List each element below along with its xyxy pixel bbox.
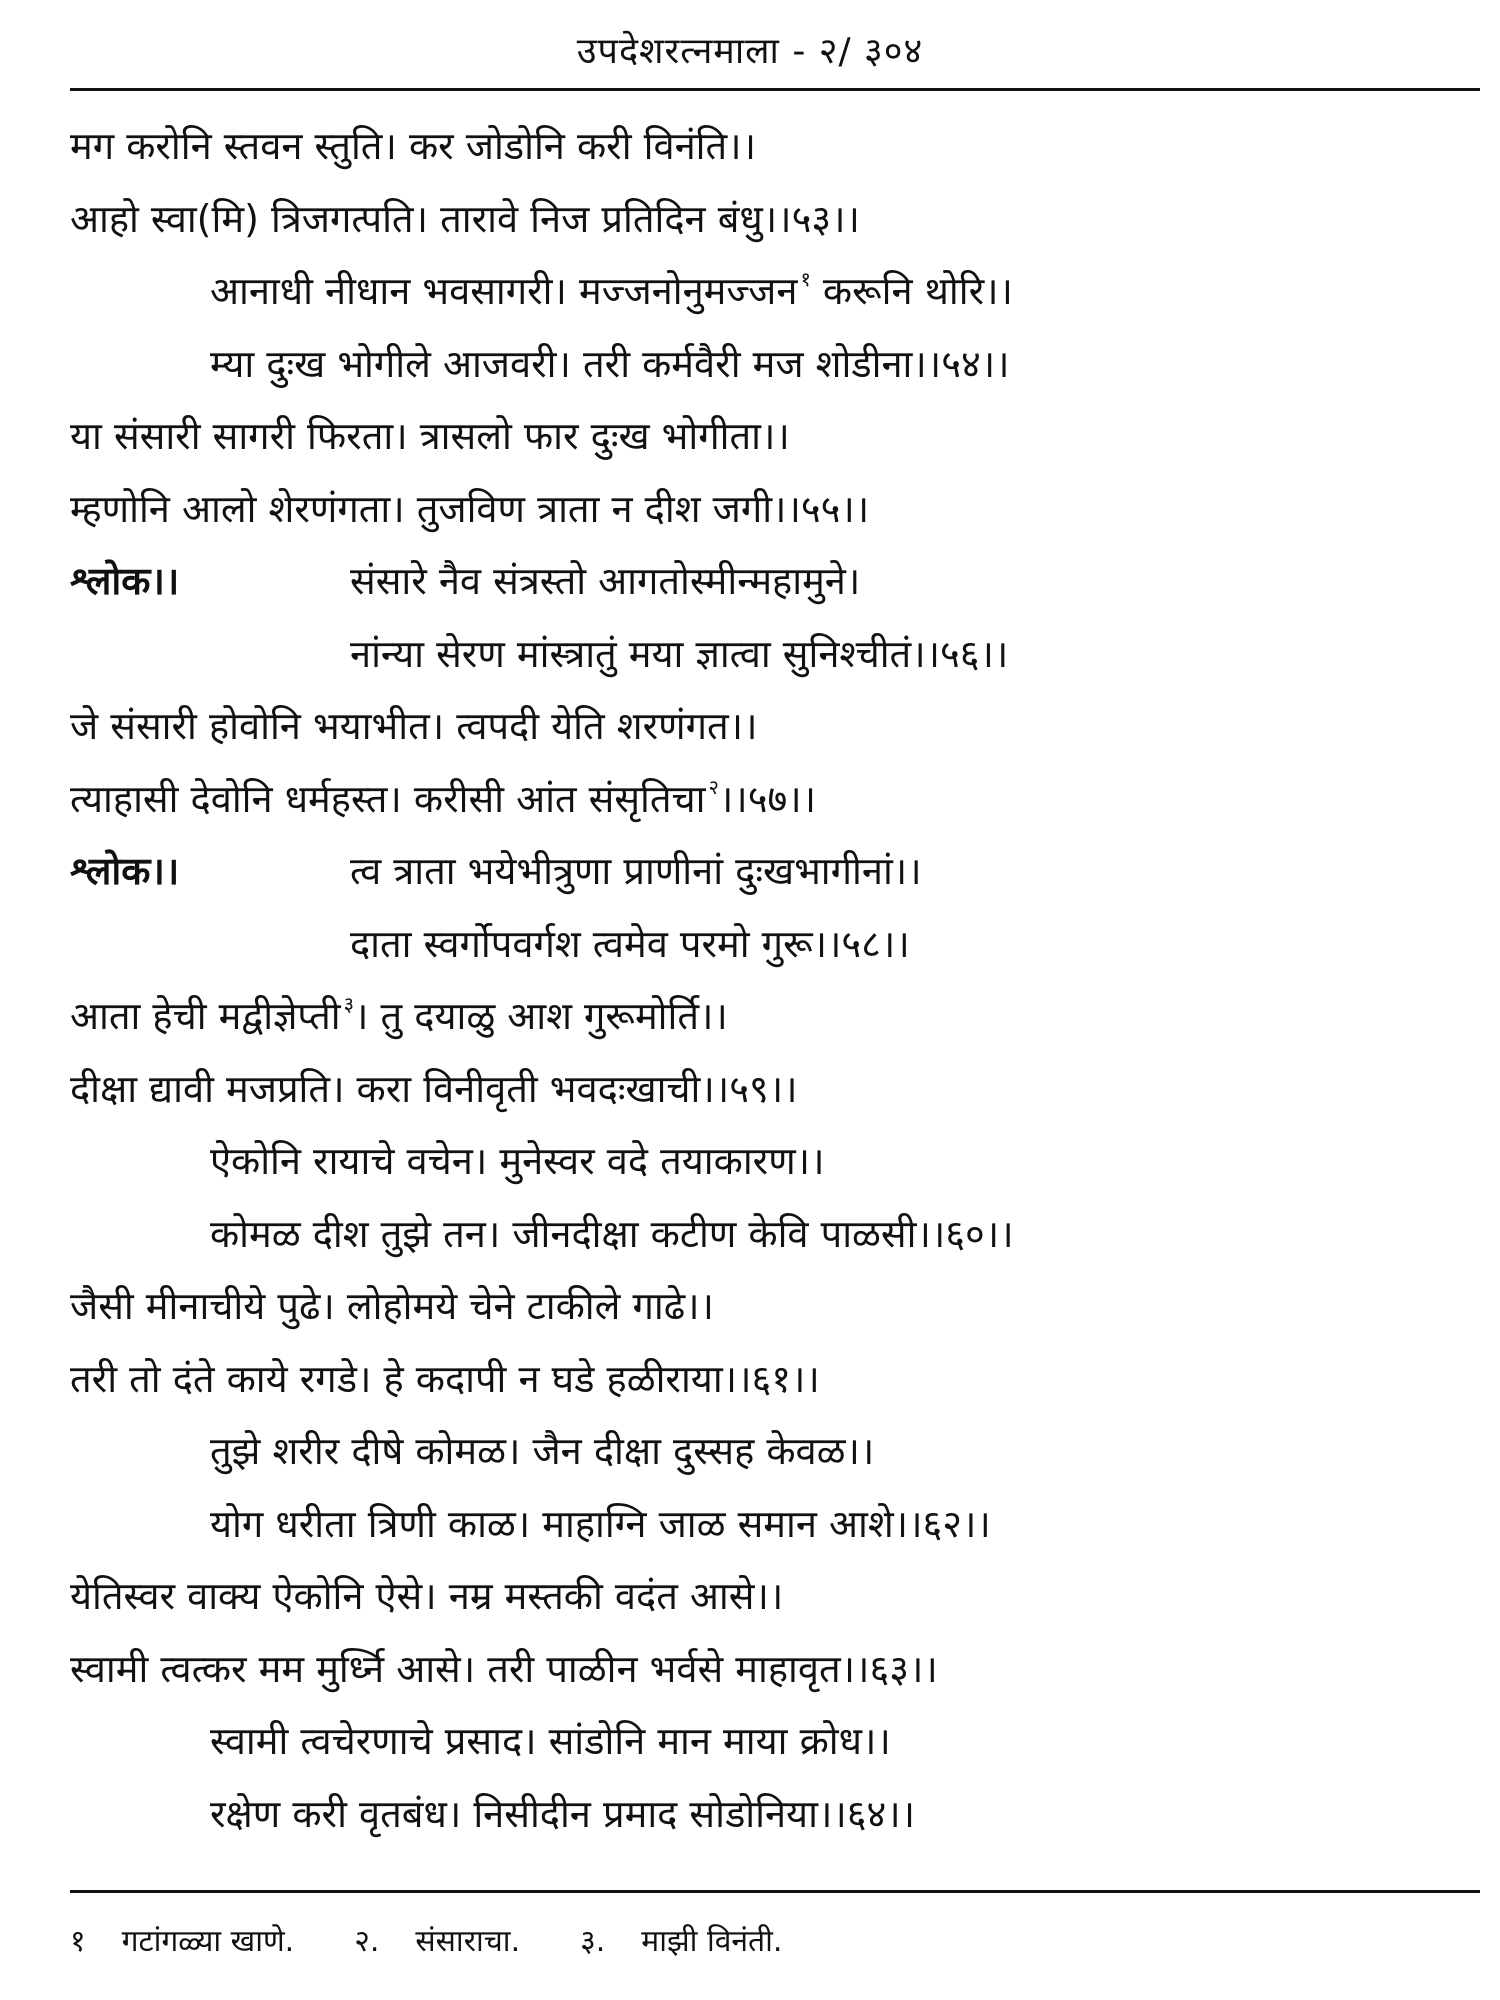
verse-line [70, 255, 1480, 328]
verse-line [70, 690, 1480, 763]
verse-line [70, 473, 1480, 546]
footnote [70, 1920, 294, 1964]
verse-text: त्व त्राता भयेभीत्रुणा प्राणीनां दुःखभागीनां।। [350, 849, 922, 893]
footnote-text: संसाराचा. [415, 1924, 521, 1959]
verse-text: कोमळ दीश तुझे तन। जीनदीक्षा कटीण केवि पाळसी।।६०।। [210, 1211, 1014, 1256]
verse-text: आहो स्वा(मि) त्रिजगत्पति। तारावे निज प्रतिदिन बंधु।।५३।। [70, 196, 860, 241]
verse-text: आनाधी नीधान भवसागरी। मज्जनोनुमज्जन [210, 269, 798, 313]
verse-line [70, 1270, 1480, 1343]
verse-text: म्या दुःख भोगीले आजवरी। तरी कर्मवैरी मज शोडीना।।५४।। [210, 341, 1010, 386]
verse-line [70, 1778, 1480, 1851]
footnote [580, 1920, 782, 1964]
verse-text: या संसारी सागरी फिरता। त्रासलो फार दुःख भोगीता।। [70, 414, 790, 458]
footnote-text: माझी विनंती. [641, 1924, 783, 1959]
footnote-number: १ [70, 1924, 86, 1959]
verse-line [70, 618, 1480, 691]
verse-line [70, 1560, 1480, 1633]
footnotes [70, 1920, 1480, 1964]
verse-line [70, 1633, 1480, 1706]
verse-line [70, 980, 1480, 1053]
verse-line [70, 1488, 1480, 1561]
verse-line [70, 908, 1480, 981]
verse-text-tail: ।।५७।। [718, 776, 817, 821]
footnote-rule [70, 1890, 1480, 1893]
verse-line [70, 763, 1480, 836]
verse-text-tail: । तु दयाळु आश गुरूमोर्ति।। [354, 994, 728, 1038]
verse-text: ऐकोनि रायाचे वचेन। मुनेस्वर वदे तयाकारण।। [210, 1139, 825, 1183]
verse-body [70, 110, 1480, 1850]
verse-text: संसारे नैव संत्रस्तो आगतोस्मीन्महामुने। [350, 559, 861, 603]
verse-line [70, 400, 1480, 473]
verse-line [70, 183, 1480, 256]
verse-text: म्हणोनि आलो शेरणंगता। तुजविण त्राता न दीश जगी।।५५।। [70, 486, 870, 531]
footnote-text: गटांगळ्या खाणे. [121, 1924, 295, 1959]
verse-line [70, 835, 1480, 908]
verse-line [70, 328, 1480, 401]
verse-text: तुझे शरीर दीषे कोमळ। जैन दीक्षा दुस्सह केवळ।। [210, 1429, 875, 1473]
verse-text: येतिस्वर वाक्य ऐकोनि ऐसे। नम्र मस्तकी वदंत आसे।। [70, 1574, 784, 1618]
verse-line [70, 1053, 1480, 1126]
verse-line [70, 1343, 1480, 1416]
verse-line [70, 1125, 1480, 1198]
verse-text: स्वामी त्वचेरणाचे प्रसाद। सांडोनि मान माया क्रोध।। [210, 1719, 891, 1763]
footnote-number: ३. [580, 1924, 606, 1959]
verse-text: दीक्षा द्यावी मजप्रति। करा विनीवृती भवदःखाची।।५९।। [70, 1066, 798, 1111]
verse-text: दाता स्वर्गोपवर्गश त्वमेव परमो गुरू।।५८।। [350, 921, 910, 966]
verse-text: तरी तो दंते काये रगडे। हे कदापी न घडे हळीराया।।६१।। [70, 1356, 820, 1401]
verse-text-tail: करूनि थोरि।। [810, 269, 1013, 313]
verse-text: रक्षेण करी वृतबंध। निसीदीन प्रमाद सोडोनिया।।६४।। [210, 1791, 916, 1836]
verse-text: आता हेची मद्वीज्ञेप्ती [70, 994, 341, 1038]
footnote-number: २. [354, 1924, 380, 1959]
shloka-label: श्लोक।। [70, 559, 180, 603]
verse-text: त्याहासी देवोनि धर्महस्त। करीसी आंत संसृतिचा [70, 776, 706, 821]
verse-line [70, 1705, 1480, 1778]
verse-line [70, 545, 1480, 618]
verse-line [70, 1415, 1480, 1488]
verse-text: योग धरीता त्रिणी काळ। माहाग्नि जाळ समान आशे।।६२।। [210, 1501, 991, 1546]
verse-line [70, 110, 1480, 183]
footnote-marker: २ [708, 774, 719, 799]
verse-text: जैसी मीनाचीये पुढे। लोहोमये चेने टाकीले गाढे।। [70, 1284, 714, 1328]
verse-line [70, 1198, 1480, 1271]
footnote-marker: १ [800, 267, 811, 291]
footnote [354, 1920, 520, 1964]
verse-text: नांन्या सेरण मांस्त्रातुं मया ज्ञात्वा सुनिश्चीतं।।५६।। [350, 631, 1009, 676]
page-header: उपदेशरत्नमाला - २/ ३०४ [576, 31, 924, 72]
header-rule [70, 88, 1480, 91]
shloka-label: श्लोक।। [70, 849, 180, 893]
footnote-marker: ३ [343, 992, 355, 1016]
verse-text: मग करोनि स्तवन स्तुति। कर जोडोनि करी विनंति।। [70, 124, 756, 168]
verse-text: स्वामी त्वत्कर मम मुर्ध्नि आसे। तरी पाळीन भर्वसे माहावृत।।६३।। [70, 1646, 938, 1691]
verse-text: जे संसारी होवोनि भयाभीत। त्वपदी येति शरणंगत।। [70, 704, 758, 748]
